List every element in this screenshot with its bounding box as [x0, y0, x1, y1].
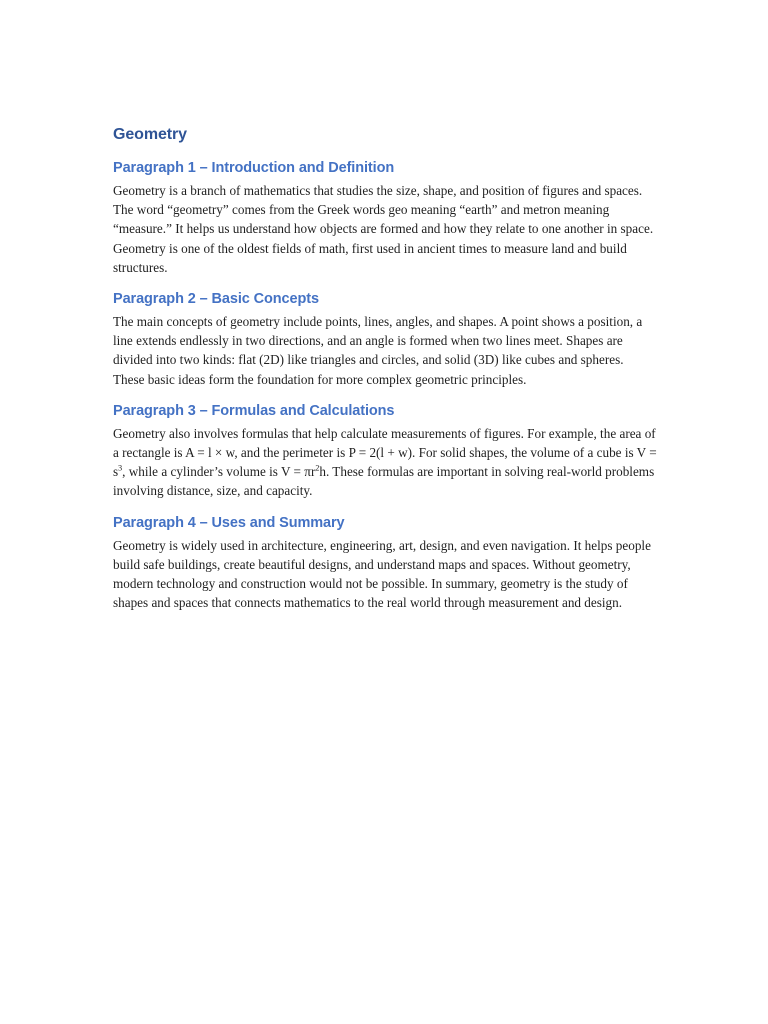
section-basic-concepts	[113, 289, 658, 389]
superscript: 2	[315, 463, 320, 473]
section-formulas	[113, 401, 658, 501]
section-paragraph	[113, 424, 658, 501]
paragraph-text: h. These formulas are important in solving real-world problems involving distance, size, and capacity.	[113, 464, 655, 499]
section-paragraph: Geometry is a branch of mathematics that studies the size, shape, and position of figures and spaces. The word “geometry” comes from the Greek words geo meaning “earth” and metron meaning “measure.” It helps us understand how objects are formed and how they relate to one another in space. Geometry is one of the oldest fields of math, first used in ancient times to measure land and build structures.	[113, 183, 654, 275]
section-heading: Paragraph 1 – Introduction and Definition	[113, 160, 395, 176]
section-heading: Paragraph 2 – Basic Concepts	[113, 291, 319, 308]
document-page	[113, 125, 658, 624]
section-uses-summary	[113, 513, 658, 613]
superscript: 3	[118, 463, 123, 473]
section-heading: Paragraph 4 – Uses and Summary	[113, 514, 345, 531]
section-introduction	[113, 158, 658, 277]
section-paragraph: The main concepts of geometry include points, lines, angles, and shapes. A point shows a position, a line extends endlessly in two directions, and an angle is formed when two lines meet. Shapes are divided into two kinds: flat (2D) like triangles and circles, and solid (3D) like cubes and spheres. These basic ideas form the foundation for more complex geometric principles.	[113, 314, 643, 387]
section-heading: Paragraph 3 – Formulas and Calculations	[113, 402, 395, 419]
paragraph-text: , while a cylinder’s volume is V = πr	[122, 464, 316, 480]
document-title: Geometry	[113, 126, 187, 143]
section-paragraph: Geometry is widely used in architecture, engineering, art, design, and even navigation. It helps people build safe buildings, create beautiful designs, and understand maps and spaces. Without geometry, modern technology and construction would not be possible. In summary, geometry is the study of shapes and spaces that connects mathematics to the real world through measurement and design.	[113, 537, 651, 611]
paragraph-text: Geometry also involves formulas that help calculate measurements of figures. For example, the area of a rectangle is A = l × w, and the perimeter is P = 2(l + w). For solid shapes, the volume of a cube is V = s	[113, 425, 657, 480]
